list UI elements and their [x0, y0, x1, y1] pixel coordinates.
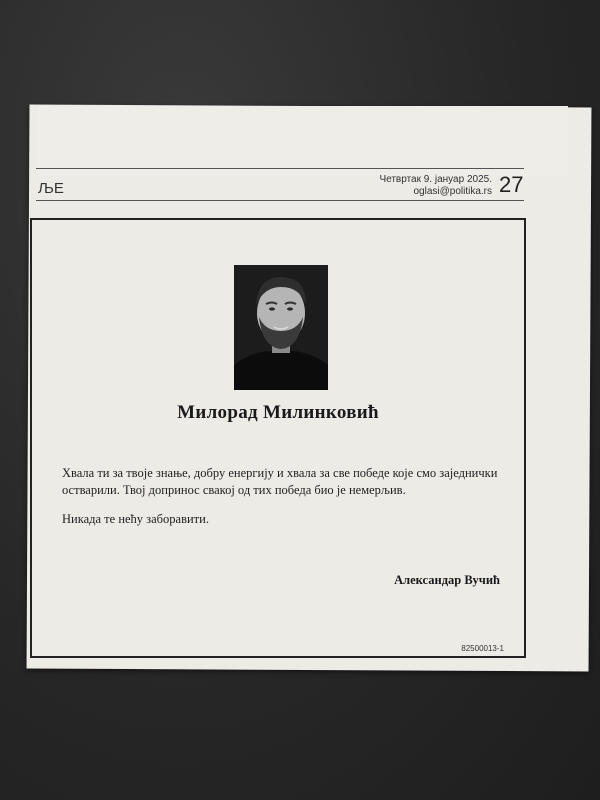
header-top-rule	[36, 168, 524, 169]
issue-date-block	[379, 174, 492, 198]
header-bottom-rule	[36, 200, 524, 201]
portrait-photo	[234, 265, 328, 390]
signature: Александар Вучић	[394, 573, 500, 587]
obituary-text	[62, 465, 512, 540]
newspaper-top-strip	[38, 106, 568, 176]
farewell-paragraph: Никада те нећу заборавити.	[62, 512, 209, 526]
issue-date: Четвртак 9. јануар 2025.	[379, 174, 492, 185]
deceased-name: Милорад Милинковић	[177, 402, 379, 423]
ads-email: oglasi@politika.rs	[413, 186, 492, 197]
ad-code: 82500013-1	[461, 644, 504, 653]
page-number: 27	[499, 172, 524, 197]
section-name-fragment: ЉЕ	[38, 180, 64, 197]
tribute-paragraph: Хвала ти за твоје знање, добру енергију и хвала за све победе које смо заједнички остварили. Твој допринос свакој од тих победа био је немерљив.	[62, 466, 498, 497]
